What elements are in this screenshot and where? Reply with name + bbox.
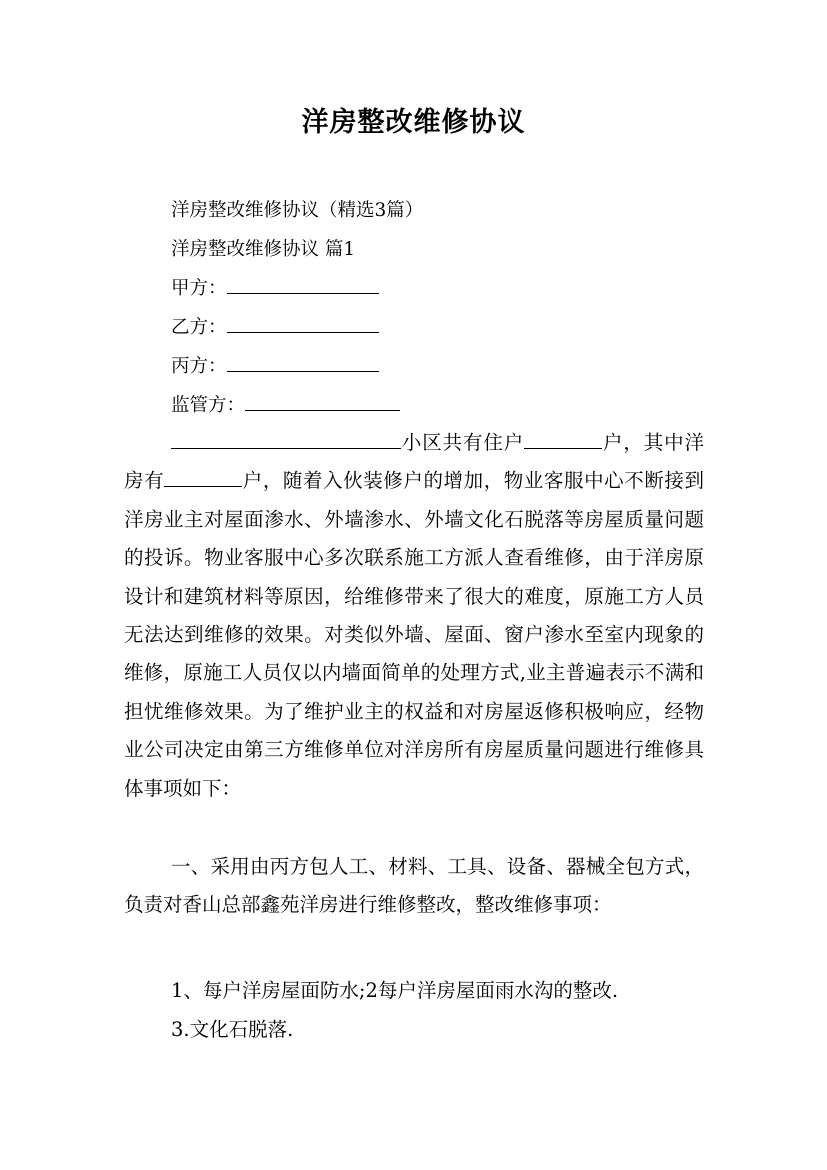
supervisor-blank — [245, 394, 400, 411]
party-c-label: 丙方： — [171, 356, 227, 377]
party-b-blank — [227, 316, 379, 333]
item-3: 3.文化石脱落. — [171, 1018, 294, 1041]
party-a-label: 甲方： — [171, 278, 227, 299]
villas-blank — [164, 470, 242, 487]
party-a-blank — [227, 277, 379, 294]
clause-1: 一、采用由丙方包人工、材料、工具、设备、器械全包方式，负责对香山总部鑫苑洋房进行维修整改，整改维修事项： — [124, 855, 704, 917]
supervisor-line — [171, 394, 400, 418]
document-title: 洋房整改维修协议 — [301, 107, 526, 138]
intro-paragraph — [124, 424, 704, 808]
party-b-line — [171, 316, 379, 340]
intro-text-3: 户，随着入伙装修户的增加，物业客服中心不断接到洋房业主对屋面渗水、外墙渗水、外墙文化石脱落等房屋质量问题的投诉。物业客服中心多次联系施工方派人查看维修，由于洋房原设计和建筑材料等原因，给维修带来了很大的难度，原施工方人员无法达到维修的效果。对类似外墙、屋面、窗户渗水至室内现象的维修，原施工人员仅以内墙面简单的处理方式,业主普遍表示不满和担忧维修效果。为了维护业主的权益和对房屋返修积极响应，经物业公司决定由第三方维修单位对洋房所有房屋质量问题进行维修具体事项如下： — [124, 469, 704, 800]
intro-text-1: 小区共有住户 — [401, 431, 525, 454]
item-1: 1、每户洋房屋面防水;2每户洋房屋面雨水沟的整改. — [171, 979, 619, 1002]
party-c-blank — [227, 355, 379, 372]
party-b-label: 乙方： — [171, 317, 227, 338]
party-a-line — [171, 277, 379, 301]
residents-blank — [524, 432, 602, 449]
section-heading: 洋房整改维修协议 篇1 — [171, 239, 356, 260]
supervisor-label: 监管方： — [171, 395, 246, 416]
subtitle: 洋房整改维修协议（精选3篇） — [171, 200, 424, 221]
community-blank — [171, 432, 401, 449]
intro-text-2: 户，其中洋房有 — [124, 431, 704, 493]
party-c-line — [171, 355, 379, 379]
